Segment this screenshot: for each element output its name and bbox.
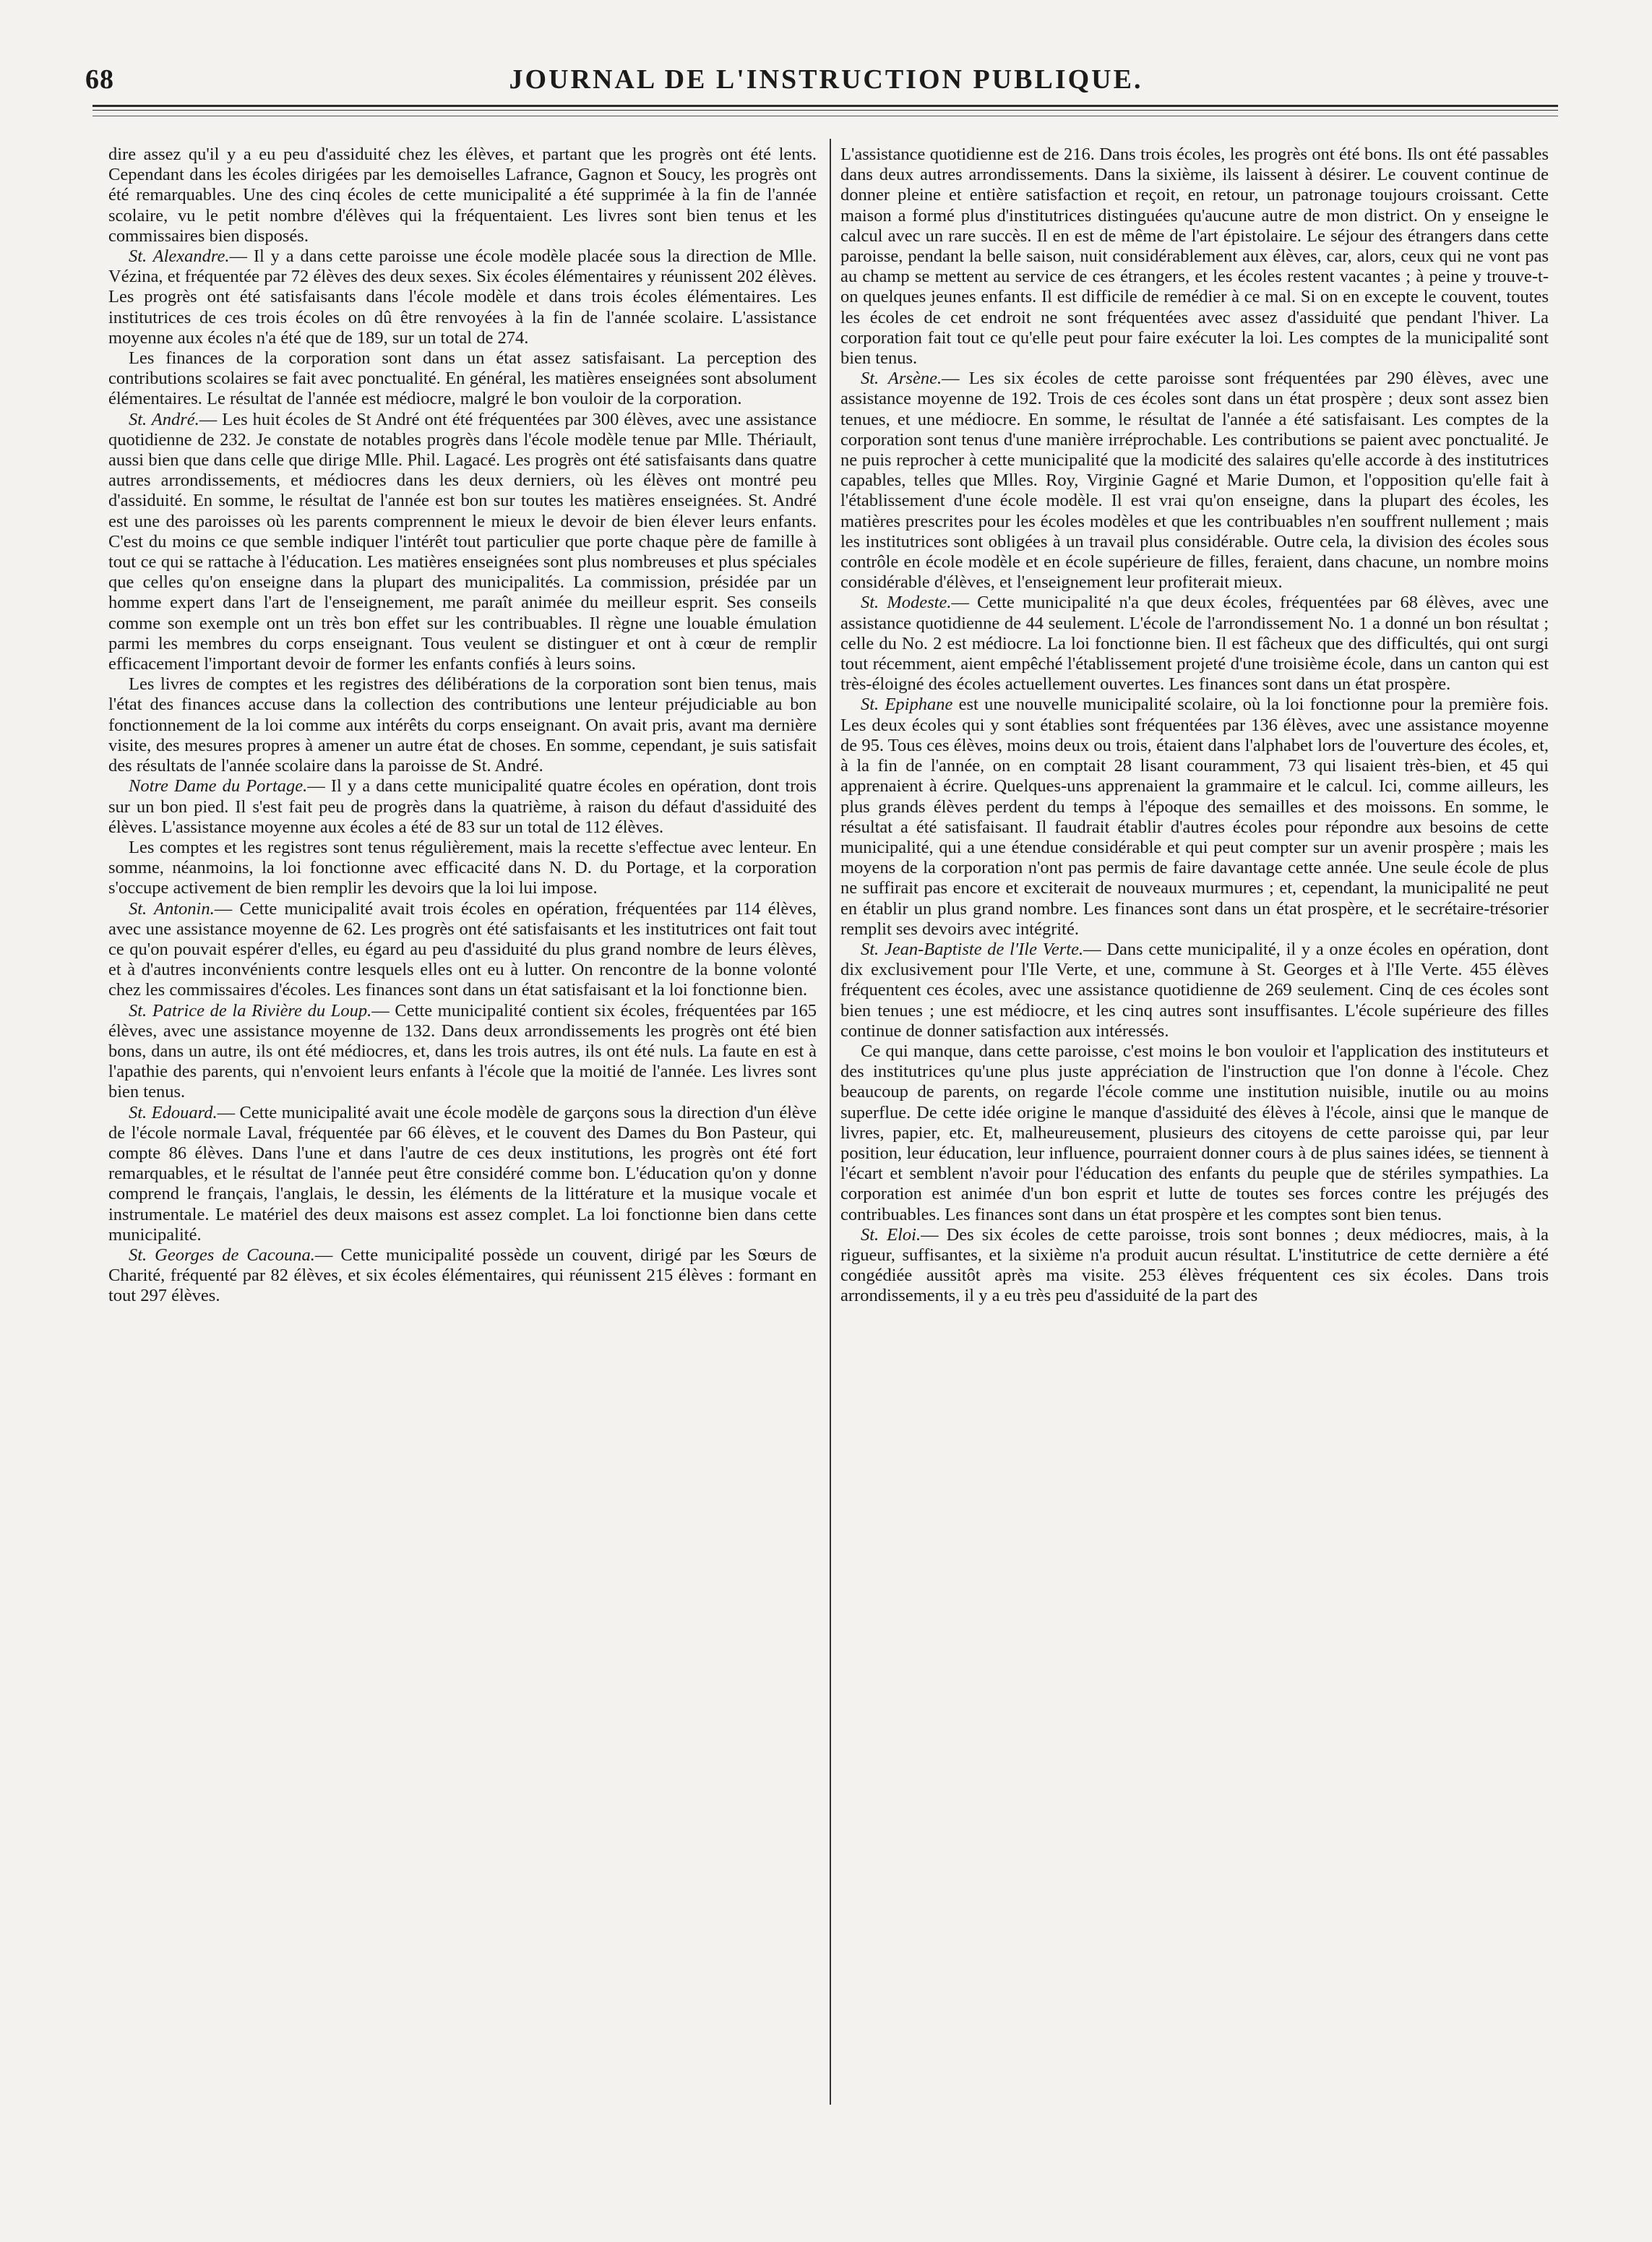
paragraph-text: — Il y a dans cette paroisse une école modèle placée sous la direction de Mlle. Vézina, et fréquentée par 72 élèves des deux sexes. Six écoles élémentaires y réunissent 202 élèves. Les progrès ont été satisfaisants dans l'école modèle et dans trois écoles élémentaires. Les institutrices de ces trois écoles on dû être renvoyées à la fin de l'année scolaire. L'assistance moyenne aux écoles n'a été que de 189, sur un total de 274. bbox=[108, 246, 817, 348]
paragraph bbox=[108, 410, 817, 675]
paragraph bbox=[840, 145, 1549, 369]
right-column bbox=[840, 145, 1549, 1307]
paragraph bbox=[108, 348, 817, 410]
paragraph bbox=[108, 1245, 817, 1307]
paragraph-text: — Les huit écoles de St André ont été fréquentées par 300 élèves, avec une assistance quotidienne de 232. Je constate de notables progrès dans l'école modèle tenue par Mlle. Thériault, aussi bien que dans celle que dirige Mlle. Phil. Lagacé. Les progrès ont été satisfaisants dans quatre autres arrondissements, et médiocres dans les deux derniers, où les élèves ont montré peu d'assiduité. En somme, le résultat de l'année est bon sur toutes les matières enseignées. St. André est une des paroisses où les parents comprennent le mieux le devoir de bien élever leurs enfants. C'est du moins ce que semble indiquer l'intérêt tout particulier que porte chaque père de famille à tout ce qui se rattache à l'éducation. Les matières enseignées sont plus nombreuses et plus spéciales que celles qu'on enseigne dans la plupart des municipalités. La commission, présidée par un homme expert dans l'art de l'enseignement, me paraît animée du meilleur esprit. Ses conseils comme son exemple ont un très bon effet sur les contribuables. Il règne une louable émulation parmi les membres du corps enseignant. Tous veulent se distinguer et ont à cœur de remplir efficacement l'important devoir de former les enfants confiés à leurs soins. bbox=[108, 409, 817, 674]
header-rule bbox=[93, 105, 1558, 111]
paragraph-lead: St. Epiphane bbox=[861, 695, 953, 715]
paragraph-lead: St. Alexandre. bbox=[129, 246, 230, 267]
paragraph-lead: St. Arsène. bbox=[861, 369, 942, 389]
paragraph-text: Ce qui manque, dans cette paroisse, c'est moins le bon vouloir et l'application des instituteurs et des institutrices qu'une plus juste appréciation de l'instruction que l'on donne à l'école. Chez beaucoup de parents, on regarde l'école comme une institution nuisible, inutile ou au moins superflue. De cette idée origine le manque d'assiduité des élèves à l'école, ainsi que le manque de livres, papier, etc. Et, malheureusement, plusieurs des citoyens de cette paroisse qui, par leur position, leur éducation, leur influence, pourraient donner cours à de plus saines idées, se tiennent à l'écart et semblent n'avoir pour l'éducation des enfants du peuple que de stériles sympathies. La corporation est animée d'un bon esprit et lutte de toutes ses forces contre les préjugés des contribuables. Les finances sont dans un état prospère et les comptes sont bien tenus. bbox=[840, 1041, 1549, 1224]
paragraph bbox=[108, 674, 817, 776]
paragraph-lead: St. Jean-Baptiste de l'Ile Verte. bbox=[861, 939, 1084, 959]
paragraph-lead: St. Patrice de la Rivière du Loup. bbox=[129, 1000, 372, 1021]
paragraph-text: — Cette municipalité avait une école modèle de garçons sous la direction d'un élève de l'école normale Laval, fréquentée par 66 élèves, et le couvent des Dames du Bon Pasteur, qui compte 86 élèves. Dans l'une et dans l'autre de ces deux institutions, les progrès ont été fort remarquables, et le résultat de l'année peut être considéré comme bon. L'éducation qu'on y donne comprend le français, l'anglais, le dessin, les éléments de la littérature et la musique vocale et instrumentale. Le matériel des deux maisons est assez complet. La loi fonctionne bien dans cette municipalité. bbox=[108, 1102, 817, 1245]
paragraph-text: — Cette municipalité contient six écoles, fréquentées par 165 élèves, avec une assistance moyenne de 132. Dans deux arrondissements les progrès ont été bien bons, dans un autre, ils ont été médiocres, et, dans les trois autres, ils ont été nuls. La faute en est à l'apathie des parents, qui n'envoient leurs enfants à l'école que la moitié de l'année. Les livres sont bien tenus. bbox=[108, 1000, 817, 1102]
paragraph bbox=[108, 246, 817, 348]
left-column bbox=[108, 145, 817, 1307]
paragraph bbox=[840, 1041, 1549, 1225]
paragraph-text: — Cette municipalité possède un couvent, dirigé par les Sœurs de Charité, fréquenté par 82 élèves, et six écoles élémentaires, qui réunissent 215 élèves : formant en tout 297 élèves. bbox=[108, 1245, 817, 1306]
paragraph-text: dire assez qu'il y a eu peu d'assiduité chez les élèves, et partant que les progrès ont été lents. Cependant dans les écoles dirigées par les demoiselles Lafrance, Gagnon et Soucy, les progrès ont été remarquables. Une des cinq écoles de cette municipalité a été supprimée à la fin de l'année scolaire, vu le petit nombre d'élèves qui la fréquentaient. Les livres sont bien tenus et les commissaires bien disposés. bbox=[108, 145, 817, 246]
paragraph bbox=[840, 1225, 1549, 1307]
paragraph bbox=[108, 899, 817, 1001]
paragraph bbox=[108, 776, 817, 838]
paragraph-lead: St. André. bbox=[129, 409, 199, 429]
paragraph bbox=[840, 940, 1549, 1041]
paragraph bbox=[840, 695, 1549, 939]
paragraph-lead: St. Antonin. bbox=[129, 898, 215, 919]
paragraph-text: est une nouvelle municipalité scolaire, où la loi fonctionne pour la première fois. Les deux écoles qui y sont établies sont fréquentées par 136 élèves, avec une assistance moyenne de 95. Tous ces élèves, moins deux ou trois, étaient dans l'alphabet lors de l'ouverture des écoles, et, à la fin de l'année, on en comptait 28 lisant couramment, 73 qui lisaient très-bien, et 45 qui apprenaient à écrire. Quelques-uns apprenaient la grammaire et le calcul. Ici, comme ailleurs, les plus grands élèves perdent du temps à l'époque des semailles et des moissons. En somme, le résultat a été satisfaisant. Il faudrait établir d'autres écoles pour répondre aux besoins de cette municipalité, qui a une étendue considérable et qui peut compter sur un avenir prospère ; mais les moyens de la corporation n'ont pas permis de faire davantage cette année. Une seule école de plus ne suffirait pas encore et exciterait de nouveaux murmures ; et, cependant, la municipalité ne peut en établir un plus grand nombre. Les finances sont dans un état prospère, et le secrétaire-trésorier remplit ses devoirs avec intégrité. bbox=[840, 695, 1549, 939]
paragraph-text: — Il y a dans cette municipalité quatre écoles en opération, dont trois sur un bon pied. Il s'est fait peu de progrès dans la quatrième, à raison du défaut d'assiduité des élèves. L'assistance moyenne aux écoles a été de 83 sur un total de 112 élèves. bbox=[108, 776, 817, 837]
paragraph-lead: Notre Dame du Portage. bbox=[129, 776, 308, 796]
paragraph bbox=[108, 838, 817, 899]
paragraph bbox=[108, 1001, 817, 1103]
paragraph-text: — Les six écoles de cette paroisse sont fréquentées par 290 élèves, avec une assistance moyenne de 192. Trois de ces écoles sont dans un état prospère ; deux sont assez bien tenues, et une médiocre. En somme, le résultat de l'année a été satisfaisant. Les comptes de la corporation sont tenus d'une manière irréprochable. Les contributions se paient avec ponctualité. Je ne puis reprocher à cette municipalité que la modicité des salaires qu'elle accorde à des institutrices capables, telles que Mlles. Roy, Virginie Gagné et Marie Dumon, et l'opposition qu'elle fait à l'établissement d'une école modèle. Il est vrai qu'on enseigne, dans la plupart des écoles, les matières prescrites pour les écoles modèles et que les contribuables n'en souffrent nullement ; mais les institutrices sont obligées à un travail plus considérable. Outre cela, la division des écoles sous contrôle en école modèle et en école supérieure de filles, feraient, dans chacune, un nombre moins considérable d'élèves, et l'enseignement leur profiterait mieux. bbox=[840, 369, 1549, 593]
paragraph-lead: St. Modeste. bbox=[861, 593, 952, 613]
paragraph-text: — Des six écoles de cette paroisse, trois sont bonnes ; deux médiocres, mais, à la rigueur, suffisantes, et la sixième n'a produit aucun résultat. L'institutrice de cette dernière a été congédiée aussitôt après ma visite. 253 élèves fréquentent ces six écoles. Dans trois arrondissements, il y a eu très peu d'assiduité de la part des bbox=[840, 1224, 1549, 1306]
paragraph-text: Les comptes et les registres sont tenus régulièrement, mais la recette s'effectue avec lenteur. En somme, néanmoins, la loi fonctionne avec efficacité dans N. D. du Portage, et la corporation s'occupe activement de bien remplir les devoirs que la loi lui impose. bbox=[108, 837, 817, 898]
paragraph-text: L'assistance quotidienne est de 216. Dans trois écoles, les progrès ont été bons. Ils ont été passables dans deux autres arrondissements. Dans la sixième, ils laissent à désirer. Le couvent continue de donner pleine et entière satisfaction et reçoit, en retour, un patronage toujours croissant. Cette maison a formé plus d'institutrices distinguées qu'aucune autre de mon district. On y enseigne le calcul avec un rare succès. Il en est de même de l'art épistolaire. Le séjour des étrangers dans cette paroisse, pendant la belle saison, nuit considérablement aux élèves, car, alors, ceux qui ne vont pas au champ se mettent au service de ces étrangers, et les écoles restent vacantes ; à peine y trouve-t-on quelques jeunes enfants. Il est difficile de remédier à ce mal. Si on en excepte le couvent, toutes les écoles de cet endroit ne sont fréquentées avec assez d'assiduité que pendant l'hiver. La corporation fait tout ce qu'elle peut pour faire exécuter la loi. Les comptes de la municipalité sont bien tenus. bbox=[840, 145, 1549, 369]
paragraph bbox=[108, 1103, 817, 1245]
paragraph-lead: St. Edouard. bbox=[129, 1102, 218, 1122]
paragraph-text: Les finances de la corporation sont dans un état assez satisfaisant. La perception des contributions scolaires se fait avec ponctualité. En général, les matières enseignées sont absolument élémentaires. Le résultat de l'année est médiocre, malgré le bon vouloir de la corporation. bbox=[108, 348, 817, 409]
paragraph bbox=[108, 145, 817, 246]
page-number: 68 bbox=[85, 64, 114, 95]
column-divider bbox=[830, 139, 831, 2105]
paragraph-text: Les livres de comptes et les registres des délibérations de la corporation sont bien tenus, mais l'état des finances accuse dans la collection des contributions une lenteur préjudiciable au bon fonctionnement de la loi comme aux intérêts du corps enseignant. On avait pris, avant ma dernière visite, des mesures propres à amener un autre état de choses. En somme, cependant, je suis satisfait des résultats de l'année scolaire dans la paroisse de St. André. bbox=[108, 674, 817, 776]
paragraph-text: — Dans cette municipalité, il y a onze écoles en opération, dont dix exclusivement pour l'Ile Verte, et une, commune à St. Georges et à l'Ile Verte. 455 élèves fréquentent ces écoles, avec une assistance quotidienne de 269 seulement. Cinq de ces écoles sont bien tenues ; une est médiocre, et les cinq autres sont insuffisantes. L'école supérieure des filles continue de donner satisfaction aux intéressés. bbox=[840, 939, 1549, 1041]
running-head: JOURNAL DE L'INSTRUCTION PUBLIQUE. bbox=[509, 64, 1143, 95]
paragraph bbox=[840, 593, 1549, 695]
paragraph bbox=[840, 369, 1549, 593]
paragraph-text: — Cette municipalité n'a que deux écoles, fréquentées par 68 élèves, avec une assistance quotidienne de 44 seulement. L'école de l'arrondissement No. 1 a donné un bon résultat ; celle du No. 2 est médiocre. La loi fonctionne bien. Il est fâcheux que des difficultés, qui ont surgi tout récemment, aient empêché l'établissement projeté d'une troisième école, dans un canton qui est très-éloigné des écoles actuellement ouvertes. Les finances sont dans un état prospère. bbox=[840, 593, 1549, 695]
paragraph-lead: St. Georges de Cacouna. bbox=[129, 1245, 315, 1265]
paragraph-lead: St. Eloi. bbox=[861, 1224, 921, 1245]
paragraph-text: — Cette municipalité avait trois écoles en opération, fréquentées par 114 élèves, avec une assistance moyenne de 62. Les progrès ont été satisfaisants et les institutrices ont fait tout ce qu'on pouvait espérer d'elles, eu égard au peu d'assiduité du plus grand nombre de leurs élèves, et à d'autres inconvénients contre lesquels elles ont eu à lutter. On rencontre de la bonne volonté chez les commissaires d'écoles. Les finances sont dans un état satisfaisant et la loi fonctionne bien. bbox=[108, 898, 817, 1000]
